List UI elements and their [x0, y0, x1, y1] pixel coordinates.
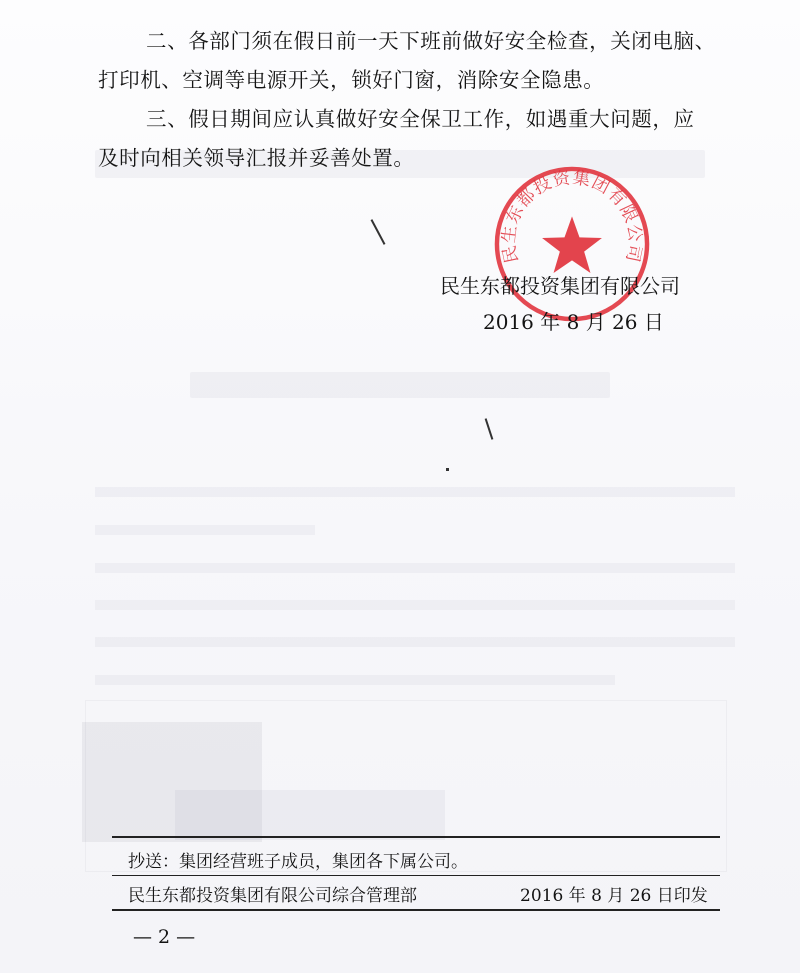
bleed-through-text: [95, 487, 735, 497]
bleed-through-title: [190, 372, 610, 398]
scan-shadow: [175, 790, 445, 840]
scan-speck: [485, 418, 494, 440]
issue-date: 2016 年 8 月 26 日印发: [520, 886, 708, 906]
footer-bottom-rule: [112, 909, 720, 911]
bleed-through-text: [95, 600, 735, 610]
paragraph-2-line-2: 打印机、空调等电源开关，锁好门窗，消除安全隐患。: [98, 68, 605, 92]
page-number: — 2 —: [133, 926, 196, 948]
seal-text: 民生东都投资集团有限公司: [499, 168, 645, 265]
paragraph-2-line-1: 二、各部门须在假日前一天下班前做好安全检查，关闭电脑、: [146, 29, 716, 53]
cc-line: 抄送：集团经营班子成员，集团各下属公司。: [128, 852, 468, 872]
paragraph-3-line-1: 三、假日期间应认真做好安全保卫工作，如遇重大问题，应: [146, 107, 695, 131]
bleed-through-text: [95, 675, 615, 685]
signature-organization: 民生东都投资集团有限公司: [440, 274, 680, 298]
signature-date: 2016 年 8 月 26 日: [483, 310, 664, 334]
issuer-department: 民生东都投资集团有限公司综合管理部: [128, 886, 417, 906]
scan-speck: [371, 219, 386, 245]
bleed-through-text: [95, 637, 735, 647]
star-icon: [542, 216, 602, 273]
footer-top-rule: [112, 836, 720, 838]
bleed-through-text: [95, 525, 315, 535]
bleed-through-text: [95, 563, 735, 573]
paragraph-3-line-2: 及时向相关领导汇报并妥善处置。: [98, 146, 415, 170]
company-seal: [493, 165, 651, 323]
footer-middle-rule: [112, 875, 720, 876]
scan-speck: [446, 468, 449, 471]
